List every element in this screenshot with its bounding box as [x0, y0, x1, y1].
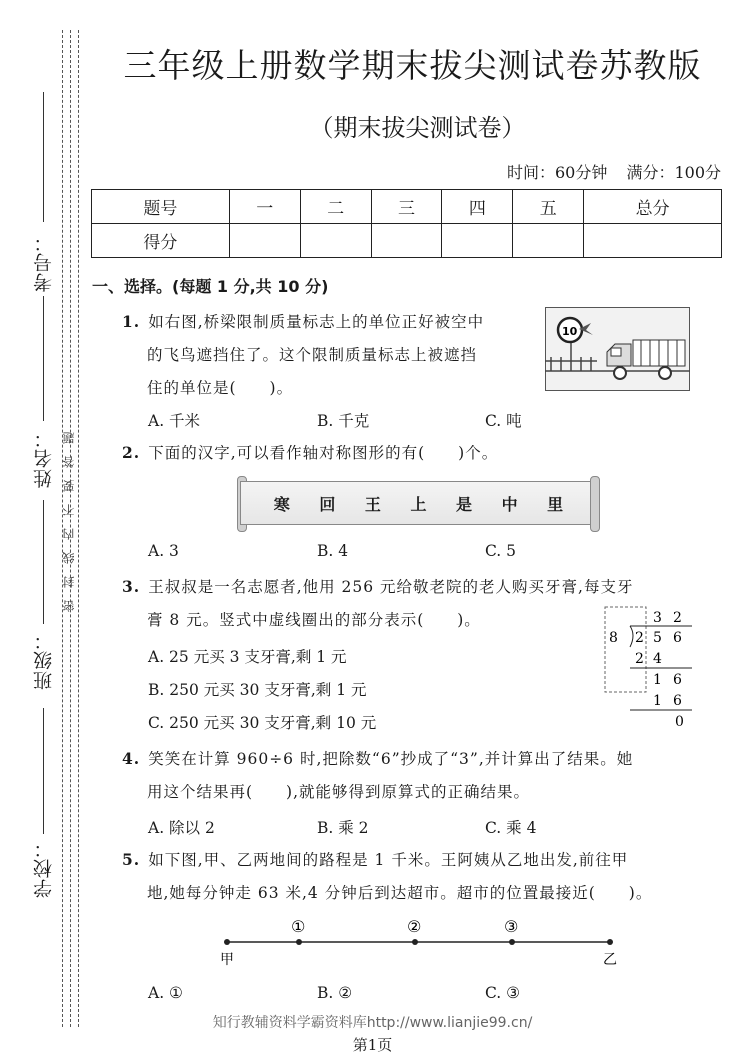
- quotient-digit: 3: [653, 610, 662, 626]
- option-b[interactable]: B. 乘 2: [317, 819, 369, 837]
- option-a[interactable]: A. 千米: [148, 412, 201, 430]
- question-text: 如下图,甲、乙两地间的路程是 1 千米。王阿姨从乙地出发,前往甲: [148, 851, 629, 869]
- hanzi-char: 上: [410, 494, 427, 514]
- time-limit: 时间：60分钟: [506, 163, 608, 182]
- yi-label: 乙: [603, 952, 617, 968]
- point-1-label: ①: [291, 917, 306, 936]
- question-3: [122, 570, 633, 637]
- question-1: [122, 305, 484, 405]
- jia-label: 甲: [220, 952, 234, 968]
- question-number: 2.: [122, 443, 141, 462]
- score-cell[interactable]: [513, 224, 584, 258]
- step-digit: 4: [653, 651, 662, 667]
- exam-no-label: 考号：: [33, 232, 55, 292]
- hanzi-char: 是: [456, 494, 473, 514]
- divisor: 8: [609, 630, 618, 646]
- dividend-digit: 6: [673, 630, 682, 646]
- scroll-roll-right: [590, 476, 600, 532]
- option-b[interactable]: B. ②: [317, 984, 353, 1002]
- question-number: 5.: [122, 850, 141, 869]
- section-heading: 一、选择。(每题 1 分,共 10 分): [92, 277, 329, 296]
- dividend-digit: 2: [635, 630, 644, 646]
- dividend-digit: 5: [653, 630, 662, 646]
- hanzi-char: 回: [319, 494, 336, 514]
- score-cell[interactable]: [371, 224, 442, 258]
- step-digit: 1: [653, 672, 662, 688]
- dashed-highlight-box: [605, 607, 646, 692]
- seal-dashed-line: [78, 30, 79, 1027]
- point-3: [509, 939, 515, 945]
- score-cell[interactable]: [300, 224, 371, 258]
- school-line: [43, 708, 44, 834]
- hanzi-char: 王: [364, 494, 381, 514]
- class-line: [43, 500, 44, 624]
- score-cell[interactable]: [229, 224, 300, 258]
- option-b[interactable]: B. 4: [317, 542, 349, 560]
- name-label: 姓名：: [33, 428, 55, 488]
- score-cell[interactable]: [584, 224, 722, 258]
- point-yi: [607, 939, 613, 945]
- long-division: [600, 605, 700, 733]
- question-number: 4.: [122, 749, 141, 768]
- question-text: 的飞鸟遮挡住了。这个限制质量标志上被遮挡: [147, 346, 478, 364]
- point-jia: [224, 939, 230, 945]
- score-table-score-row: [92, 224, 722, 258]
- seal-line-text: 密封线内不要答题: [62, 420, 76, 612]
- exam-no-line: [43, 92, 44, 222]
- weight-limit-value: 10: [562, 325, 578, 338]
- point-1: [296, 939, 302, 945]
- option-c[interactable]: C. ③: [485, 984, 521, 1002]
- score-cell[interactable]: [442, 224, 513, 258]
- option-c[interactable]: C. 吨: [485, 412, 522, 430]
- step-digit: 2: [635, 651, 644, 667]
- option-a[interactable]: A. 25 元买 3 支牙膏,剩 1 元: [148, 648, 347, 666]
- score-header-cell: 二: [300, 190, 371, 224]
- route-diagram: [215, 914, 625, 970]
- page-subtitle: （期末拔尖测试卷）: [309, 114, 526, 142]
- page-number: 第1页: [352, 1036, 393, 1054]
- exam-info: [493, 160, 721, 183]
- option-a[interactable]: A. ①: [148, 984, 183, 1002]
- step-digit: 6: [673, 693, 682, 709]
- question-text: 如右图,桥梁限制质量标志上的单位正好被空中: [148, 313, 485, 331]
- point-3-label: ③: [504, 917, 519, 936]
- option-a[interactable]: A. 3: [148, 542, 179, 560]
- school-label: 学校：: [33, 838, 55, 898]
- question-text: 地,她每分钟走 63 米,4 分钟后到达超市。超市的位置最接近( )。: [147, 884, 653, 902]
- question-2: [122, 436, 498, 470]
- question-5: [122, 843, 652, 910]
- score-table: [91, 189, 722, 258]
- score-header-cell: 一: [229, 190, 300, 224]
- question-number: 1.: [122, 312, 141, 331]
- point-2: [412, 939, 418, 945]
- score-table-header-row: [92, 190, 722, 224]
- option-a[interactable]: A. 除以 2: [148, 819, 215, 837]
- class-label: 班级：: [33, 630, 55, 690]
- step-digit: 6: [673, 672, 682, 688]
- question-text: 下面的汉字,可以看作轴对称图形的有( )个。: [148, 444, 499, 462]
- score-header-cell: 四: [442, 190, 513, 224]
- point-2-label: ②: [407, 917, 422, 936]
- question-text: 膏 8 元。竖式中虚线圈出的部分表示( )。: [147, 611, 481, 629]
- remainder: 0: [675, 714, 684, 730]
- option-c[interactable]: C. 250 元买 30 支牙膏,剩 10 元: [148, 714, 377, 732]
- full-score: 满分：100分: [626, 163, 721, 182]
- score-header-cell: 总分: [584, 190, 722, 224]
- question-text: 王叔叔是一名志愿者,他用 256 元给敬老院的老人购买牙膏,每支牙: [148, 578, 634, 596]
- name-line: [43, 296, 44, 421]
- hanzi-char: 中: [501, 494, 518, 514]
- binding-margin: [0, 0, 90, 1062]
- quotient-digit: 2: [673, 610, 682, 626]
- question-text: 住的单位是( )。: [147, 379, 294, 397]
- footer-watermark: 知行教辅资料学霸资料库http://www.lianjie99.cn/: [212, 1015, 533, 1031]
- hanzi-scroll: [240, 481, 597, 525]
- option-b[interactable]: B. 千克: [317, 412, 370, 430]
- page-title: 三年级上册数学期末拔尖测试卷苏教版: [123, 46, 702, 85]
- score-row-label: 得分: [92, 224, 230, 258]
- option-c[interactable]: C. 乘 4: [485, 819, 537, 837]
- score-header-cell: 五: [513, 190, 584, 224]
- question-text: 用这个结果再( ),就能够得到原算式的正确结果。: [147, 783, 531, 801]
- question-text: 笑笑在计算 960÷6 时,把除数“6”抄成了“3”,并计算出了结果。她: [148, 750, 634, 768]
- option-c[interactable]: C. 5: [485, 542, 517, 560]
- question-4: [122, 742, 633, 809]
- bridge-truck-illustration: [545, 307, 690, 391]
- score-header-cell: 三: [371, 190, 442, 224]
- option-b[interactable]: B. 250 元买 30 支牙膏,剩 1 元: [148, 681, 367, 699]
- score-header-cell: 题号: [92, 190, 230, 224]
- step-digit: 1: [653, 693, 662, 709]
- hanzi-char: 里: [547, 494, 564, 514]
- question-number: 3.: [122, 577, 141, 596]
- hanzi-char: 寒: [273, 494, 290, 514]
